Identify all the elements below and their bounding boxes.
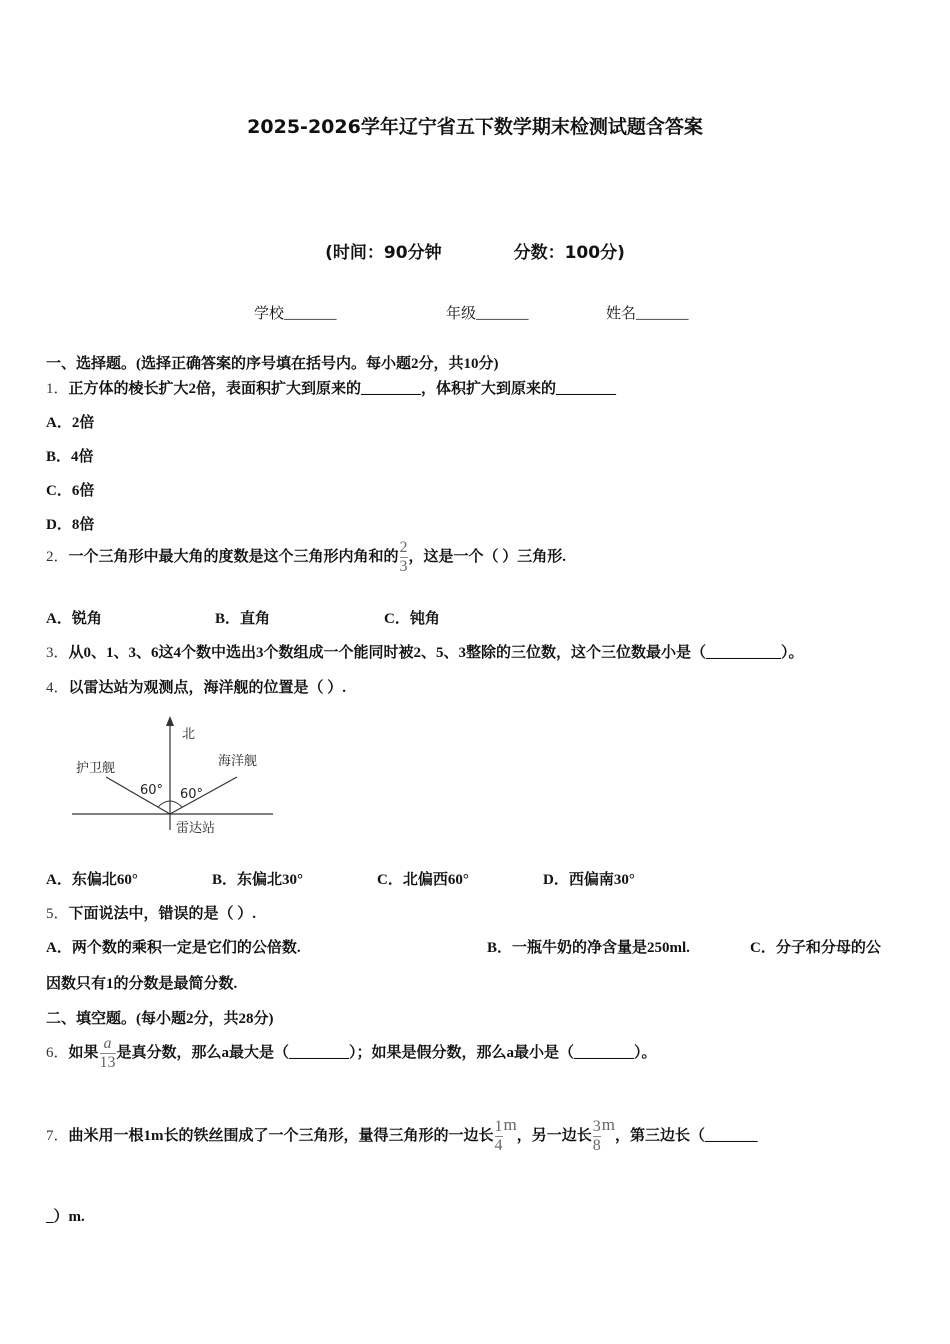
fraction-a-over-13 (100, 1036, 116, 1071)
total-score: 分数：100分) (513, 243, 625, 263)
q5-option-c: C．分子和分母的公 (750, 940, 881, 956)
q1-option-a: A．2倍 (46, 415, 95, 431)
question-5 (46, 902, 256, 923)
question-2 (46, 540, 566, 575)
radar-direction-diagram (70, 712, 280, 840)
name-field: 姓名_______ (606, 306, 689, 322)
fraction-denominator: 8 (592, 1137, 601, 1155)
question-number: 4． (46, 680, 69, 696)
q4-option-c: C．北偏西60° (377, 872, 469, 888)
school-field: 学校_______ (254, 306, 337, 322)
north-arrow-icon (166, 716, 174, 726)
q2-option-b: B．直角 (215, 611, 271, 627)
q4-option-b: B．东偏北30° (212, 872, 304, 888)
question-number: 6． (46, 1044, 69, 1061)
question-number: 7． (46, 1128, 69, 1144)
question-3 (46, 641, 804, 662)
grade-field: 年级_______ (446, 306, 529, 322)
question-number: 5． (46, 906, 69, 922)
question-6 (46, 1036, 657, 1071)
question-number: 1． (46, 381, 69, 397)
question-4 (46, 676, 346, 697)
q5-option-b: B．一瓶牛奶的净含量是250ml. (487, 940, 690, 956)
angle-right-label: 60° (180, 787, 204, 802)
question-text: 下面说法中，错误的是（ ）. (68, 906, 257, 922)
escort-label: 护卫舰 (76, 761, 116, 776)
q5-option-c-continued: 因数只有1的分数是最简分数. (46, 976, 238, 992)
question-number: 3． (46, 645, 69, 661)
q1-option-b: B．4倍 (46, 449, 94, 465)
north-label: 北 (182, 727, 196, 742)
question-text: 如果 (68, 1044, 99, 1061)
q4-option-d: D．西偏南30° (543, 872, 635, 888)
section-choice-heading: 一、选择题。(选择正确答案的序号填在括号内。每小题2分，共10分) (46, 356, 499, 372)
question-text-tail: 是真分数，那么a最大是（________）；如果是假分数，那么a最小是（________）。 (116, 1044, 657, 1061)
q5-option-a: A．两个数的乘积一定是它们的公倍数. (46, 940, 301, 956)
question-text: 曲米用一根1m长的铁丝围成了一个三角形，量得三角形的一边长 (68, 1128, 494, 1144)
q2-option-a: A．锐角 (46, 611, 102, 627)
angle-left-label: 60° (140, 783, 164, 798)
question-text: 正方体的棱长扩大2倍，表面积扩大到原来的________，体积扩大到原来的________ (68, 381, 617, 397)
question-text-tail: ，这是一个（ ）三角形. (408, 548, 567, 565)
question-text-tail: ，第三边长（_______ (615, 1128, 758, 1144)
question-7-continued: _）m. (46, 1209, 85, 1225)
question-1 (46, 377, 616, 398)
exam-meta (0, 238, 950, 263)
time-limit: (时间：90分钟 (325, 243, 442, 263)
q2-option-c: C．钝角 (384, 611, 440, 627)
page-title: 2025-2026学年辽宁省五下数学期末检测试题含答案 (247, 116, 703, 138)
q1-option-c: C．6倍 (46, 483, 95, 499)
unit-meter: m (503, 1115, 517, 1134)
fraction-denominator: 13 (99, 1054, 116, 1071)
fraction-numerator: 1 (494, 1118, 503, 1136)
unit-meter: m (601, 1115, 615, 1134)
question-text-mid: ，另一边长 (516, 1128, 592, 1144)
fraction-two-thirds (400, 540, 408, 575)
station-label: 雷达站 (176, 821, 216, 836)
fraction-numerator: 2 (399, 539, 408, 556)
fraction-denominator: 4 (494, 1137, 503, 1155)
q4-option-a: A．东偏北60° (46, 872, 138, 888)
question-text: 从0、1、3、6这4个数中选出3个数组成一个能同时被2、5、3整除的三位数，这个三位数最小是（__________）。 (68, 645, 804, 661)
fraction-numerator: 3 (592, 1118, 601, 1136)
fraction-denominator: 3 (399, 558, 408, 575)
q1-option-d: D．8倍 (46, 517, 95, 533)
fraction-numerator: a (103, 1035, 112, 1052)
question-text: 一个三角形中最大角的度数是这个三角形内角和的 (68, 548, 399, 565)
fraction-three-eighths (593, 1119, 601, 1154)
question-number: 2． (46, 548, 69, 565)
section-fill-heading: 二、填空题。(每小题2分，共28分) (46, 1011, 274, 1027)
question-7 (46, 1115, 758, 1154)
question-text: 以雷达站为观测点，海洋舰的位置是（ ）. (68, 680, 347, 696)
fraction-one-quarter (495, 1119, 503, 1154)
ocean-label: 海洋舰 (218, 754, 258, 769)
